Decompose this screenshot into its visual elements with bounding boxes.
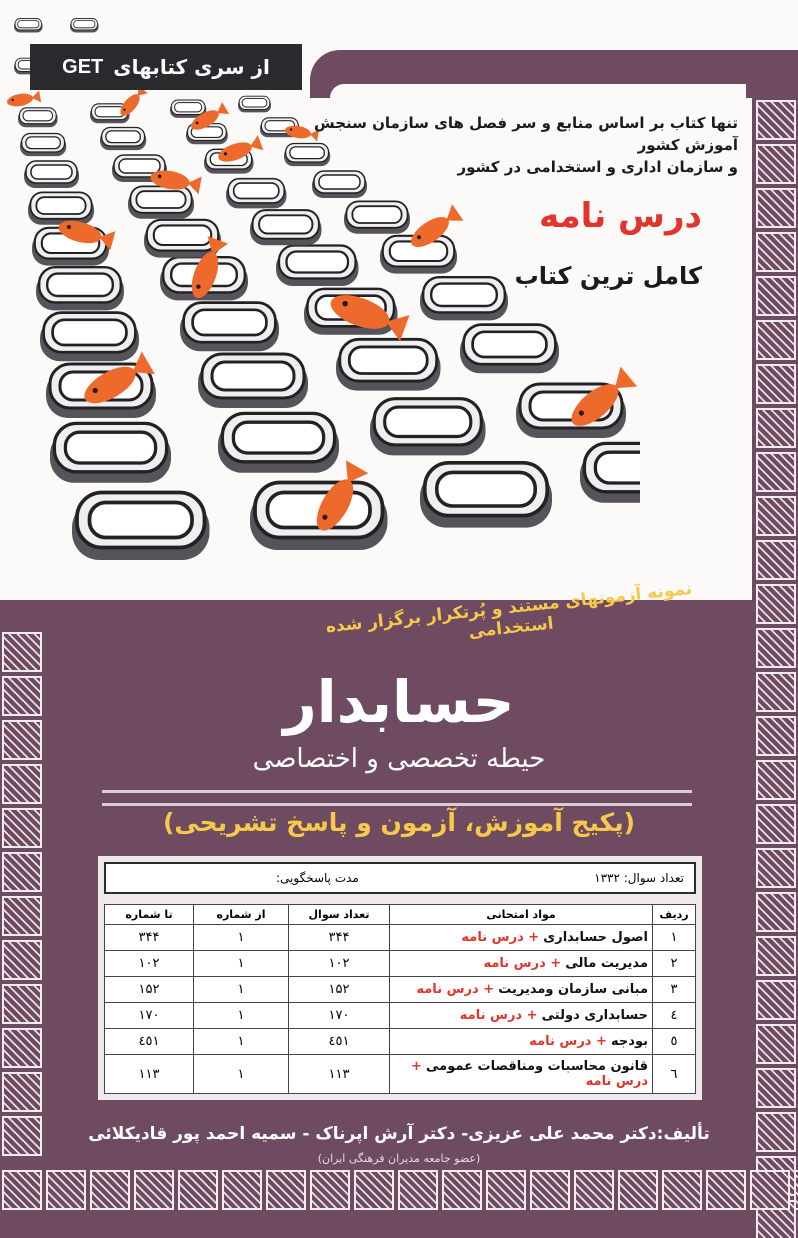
geometric-pattern-icon (756, 628, 796, 668)
geometric-pattern-icon (530, 1170, 570, 1210)
subject-tag: + درس نامه (416, 982, 495, 997)
geometric-pattern-icon (178, 1170, 218, 1210)
header-from: از شماره (194, 905, 289, 925)
row-number: ٦ (653, 1055, 696, 1094)
fish-tins-illustration (0, 0, 640, 600)
row-count: ۱۱۳ (289, 1055, 390, 1094)
geometric-pattern-icon (756, 452, 796, 492)
exam-subtitle: نمونه آزمونهای مستند و پُرتکرار برگزار شده استخدامی (324, 578, 694, 643)
geometric-pattern-icon (756, 540, 796, 580)
tagline-line2: و سازمان اداری و استخدامی در کشور (457, 158, 738, 176)
geometric-pattern-icon (2, 1072, 42, 1112)
tagline (308, 112, 738, 178)
row-number: ۱ (653, 925, 696, 951)
table-header-row (105, 905, 696, 925)
subject-name: حسابداری دولتی (541, 1008, 648, 1023)
package-label: (پکیج آموزش، آزمون و پاسخ تشریحی) (162, 808, 636, 837)
geometric-pattern-icon (398, 1170, 438, 1210)
geometric-pattern-icon (2, 1170, 42, 1210)
row-count: ٤٥۱ (289, 1029, 390, 1055)
row-number: ۲ (653, 951, 696, 977)
geometric-pattern-icon (266, 1170, 306, 1210)
subject-tag: + درس نامه (461, 930, 540, 945)
table-row (105, 977, 696, 1003)
row-to: ٤٥۱ (105, 1029, 194, 1055)
subject-name: اصول حسابداری (543, 930, 648, 945)
exam-table (104, 904, 696, 1094)
info-row (104, 862, 696, 894)
geometric-pattern-icon (756, 188, 796, 228)
series-prefix: از سری کتابهای (113, 55, 270, 79)
row-number: ۳ (653, 977, 696, 1003)
geometric-pattern-icon (756, 936, 796, 976)
geometric-pattern-icon (662, 1170, 702, 1210)
row-from: ۱ (194, 925, 289, 951)
geometric-pattern-icon (794, 1170, 798, 1210)
duration-label: مدت پاسخگویی: (276, 871, 359, 885)
geometric-pattern-icon (756, 144, 796, 184)
book-title: حسابدار (283, 668, 515, 736)
geometric-pattern-icon (310, 1170, 350, 1210)
geometric-pattern-icon (618, 1170, 658, 1210)
header-count: تعداد سوال (289, 905, 390, 925)
brand-slogan: کامل ترین کتاب (514, 262, 702, 290)
geometric-pattern-icon (756, 1024, 796, 1064)
header-subject: مواد امتحانی (390, 905, 653, 925)
row-subject (390, 1003, 653, 1029)
geometric-pattern-icon (756, 100, 796, 140)
table-row (105, 951, 696, 977)
geometric-pattern-icon (2, 632, 42, 672)
geometric-pattern-icon (134, 1170, 174, 1210)
geometric-pattern-icon (2, 896, 42, 936)
geometric-pattern-icon (2, 852, 42, 892)
series-brand: GET (62, 55, 104, 78)
row-to: ۱۰۲ (105, 951, 194, 977)
geometric-pattern-icon (574, 1170, 614, 1210)
row-subject (390, 977, 653, 1003)
row-to: ۱۵۲ (105, 977, 194, 1003)
row-number: ٤ (653, 1003, 696, 1029)
subject-name: مدیریت مالی (565, 956, 648, 971)
geometric-pattern-icon (2, 940, 42, 980)
table-row (105, 1003, 696, 1029)
subject-name: مبانی سازمان ومدیریت (498, 982, 648, 997)
geometric-pattern-icon (756, 1068, 796, 1108)
tagline-line1: تنها کتاب بر اساس منابع و سر فصل های سازمان سنجش آموزش کشور (314, 114, 738, 154)
row-from: ۱ (194, 1055, 289, 1094)
geometric-pattern-icon (2, 984, 42, 1024)
authors: تألیف:دکتر محمد علی عزیزی- دکتر آرش اپرناک - سمیه احمد پور قادیکلائی (88, 1124, 710, 1144)
row-from: ۱ (194, 977, 289, 1003)
row-from: ۱ (194, 951, 289, 977)
row-subject (390, 925, 653, 951)
row-from: ۱ (194, 1003, 289, 1029)
book-subtitle: حیطه تخصصی و اختصاصی (252, 744, 546, 774)
affiliation: (عضو جامعه مدیران فرهنگی ایران) (317, 1152, 481, 1165)
row-count: ۱۰۲ (289, 951, 390, 977)
subject-name: قانون محاسبات ومناقصات عمومی (426, 1059, 648, 1074)
row-subject (390, 1029, 653, 1055)
geometric-pattern-icon (756, 320, 796, 360)
subject-tag: + درس نامه (410, 1059, 648, 1089)
geometric-pattern-icon (442, 1170, 482, 1210)
geometric-pattern-icon (756, 276, 796, 316)
geometric-pattern-icon (756, 364, 796, 404)
geometric-pattern-icon (756, 892, 796, 932)
header-to: تا شماره (105, 905, 194, 925)
row-subject (390, 1055, 653, 1094)
pattern-row-bottom (0, 1168, 798, 1212)
geometric-pattern-icon (756, 584, 796, 624)
geometric-pattern-icon (756, 496, 796, 536)
row-subject (390, 951, 653, 977)
geometric-pattern-icon (756, 848, 796, 888)
row-from: ۱ (194, 1029, 289, 1055)
geometric-pattern-icon (90, 1170, 130, 1210)
brand-name: درس نامه (539, 196, 702, 236)
subject-tag: + درس نامه (459, 1008, 538, 1023)
geometric-pattern-icon (750, 1170, 790, 1210)
header-row-number: ردیف (653, 905, 696, 925)
subject-tag: + درس نامه (529, 1034, 607, 1049)
geometric-pattern-icon (46, 1170, 86, 1210)
series-banner (30, 44, 302, 90)
geometric-pattern-icon (354, 1170, 394, 1210)
geometric-pattern-icon (756, 980, 796, 1020)
row-count: ۳۴۴ (289, 925, 390, 951)
geometric-pattern-icon (756, 408, 796, 448)
row-to: ۳۴۴ (105, 925, 194, 951)
geometric-pattern-icon (2, 1028, 42, 1068)
question-count: تعداد سوال: ۱۳۳۲ (594, 871, 684, 885)
row-to: ۱۷۰ (105, 1003, 194, 1029)
row-to: ۱۱۳ (105, 1055, 194, 1094)
geometric-pattern-icon (706, 1170, 746, 1210)
table-row (105, 1029, 696, 1055)
table-row (105, 925, 696, 951)
subject-name: بودجه (611, 1034, 648, 1049)
geometric-pattern-icon (222, 1170, 262, 1210)
geometric-pattern-icon (756, 232, 796, 272)
subject-tag: + درس نامه (483, 956, 562, 971)
row-count: ۱۷۰ (289, 1003, 390, 1029)
row-count: ۱۵۲ (289, 977, 390, 1003)
row-number: ٥ (653, 1029, 696, 1055)
exam-table-panel (98, 856, 702, 1100)
table-row (105, 1055, 696, 1094)
geometric-pattern-icon (486, 1170, 526, 1210)
divider (102, 790, 692, 806)
